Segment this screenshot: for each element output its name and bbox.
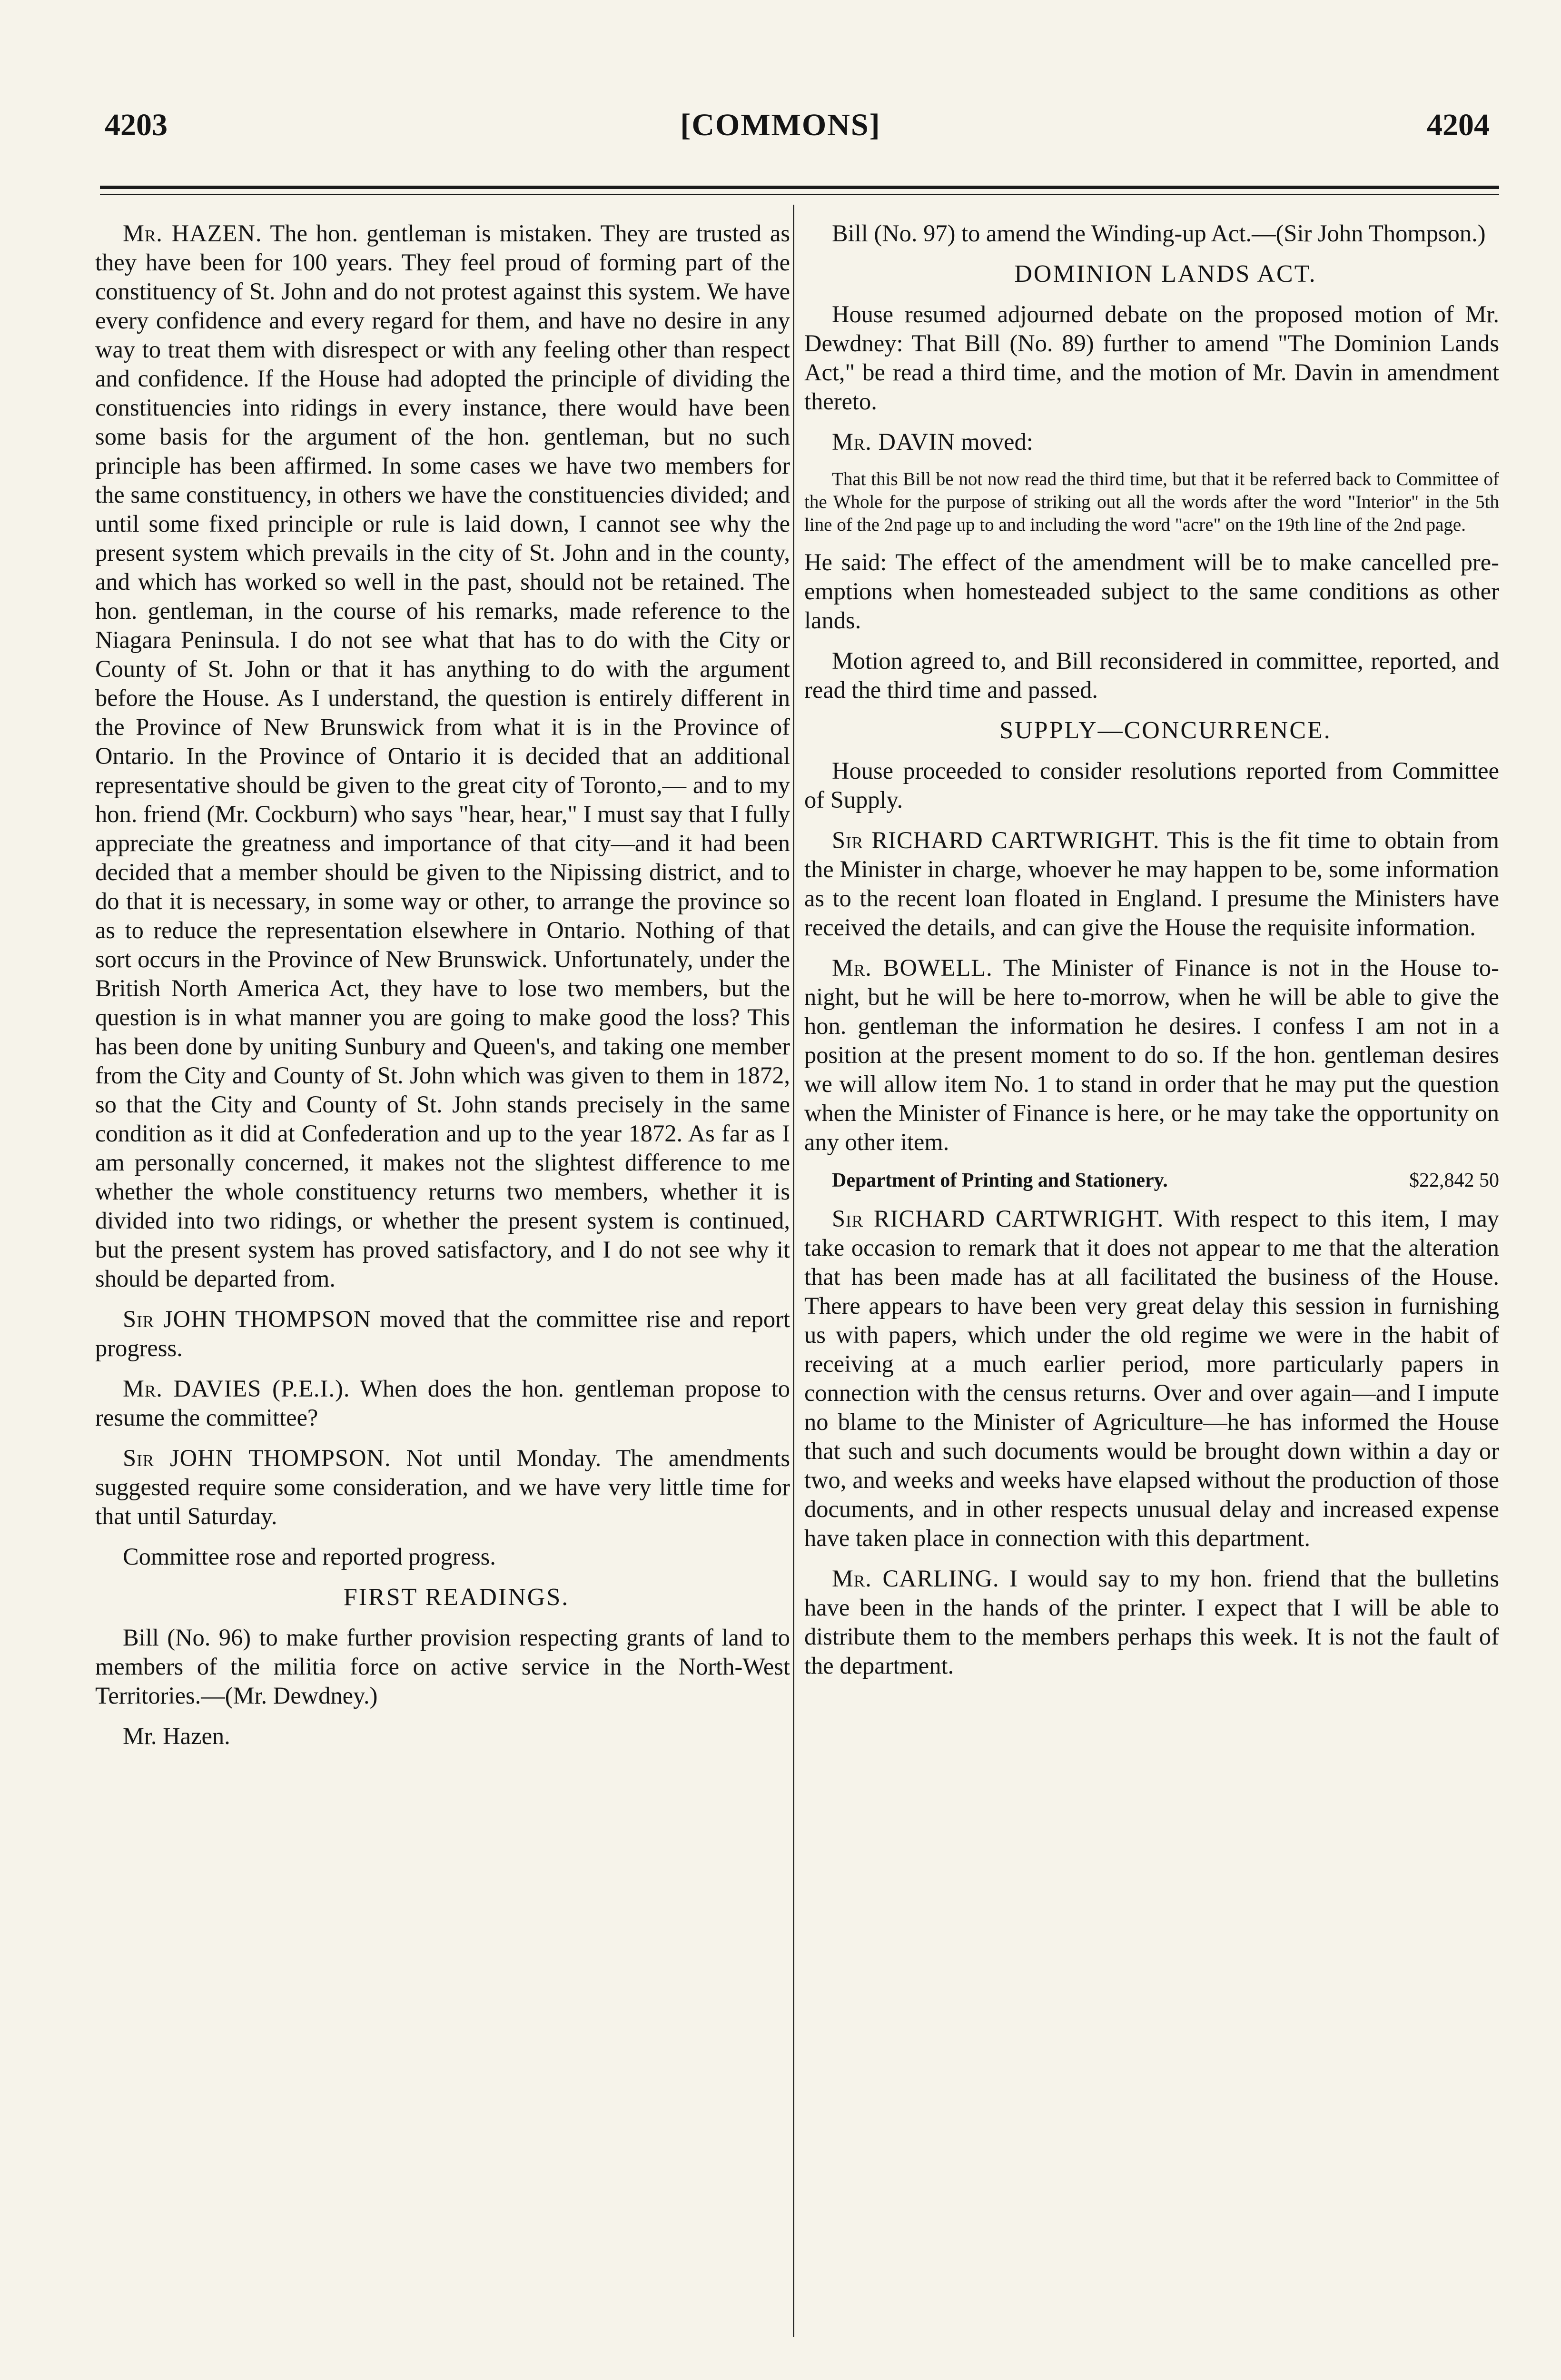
speech-text: This is the fit time to obtain from the Minister in charge, whoever he may happen to be, some information as to the recent loan floated in England. I presume the Ministers have received the details, and can give the House the requisite information. [804,827,1499,941]
paragraph: House proceeded to consider resolutions reported from Committee of Supply. [804,757,1499,813]
supply-item-amount: $22,842 50 [1409,1170,1499,1191]
paragraph [95,219,790,1293]
speech-text: moved: [961,428,1033,455]
supply-item [804,1168,1499,1193]
paragraph: House resumed adjourned debate on the proposed motion of Mr. Dewdney: That Bill (No. 89) further to amend "The Dominion Lands Act," be read a third time, and the motion of Mr. Davin in amendment thereto. [804,301,1499,415]
paragraph [95,1374,790,1432]
speaker-name: Sir RICHARD CARTWRIGHT. [832,827,1160,853]
paragraph [804,953,1499,1157]
speech-text: The Minister of Finance is not in the House to-night, but he will be here to-morrow, when he will be able to give the hon. gentleman the information he desires. I confess I am not in a position at the present moment to do so. If the hon. gentleman desires we will allow item No. 1 to stand in order that he may put the question when the Minister of Finance is here, or he may take the opportunity on any other item. [804,954,1499,1155]
speaker-name: Mr. HAZEN. [123,220,262,247]
speaker-name: Mr. DAVIES (P.E.I.). [123,1375,350,1402]
left-column [95,219,790,1762]
speech-text: With respect to this item, I may take occasion to remark that it does not appear to me that the alteration that has been made has at all facilitated the business of the House. There appears to have been very great delay this session in furnishing us with papers, which under the old regime we were in the habit of receiving at a much earlier period, more particularly papers in connection with the census returns. Over and over again—and I impute no blame to the Minister of Agriculture—he has informed the House that such and such documents would be brought down within a day or two, and weeks and weeks have elapsed without the production of those documents, and in other respects unusual delay and increased expense have taken place in connection with this department. [804,1205,1499,1551]
section-heading-supply: SUPPLY—CONCURRENCE. [999,717,1332,744]
bill-entry: Bill (No. 96) to make further provision respecting grants of land to members of the militia force on active service in the North-West Territories.—(Mr. Dewdney.) [95,1624,790,1709]
speaker-name: Mr. CARLING. [832,1565,999,1592]
section-heading-dominion-lands: DOMINION LANDS ACT. [1014,260,1317,288]
speaker-name: Sir RICHARD CARTWRIGHT. [832,1205,1164,1232]
speaker-name: Mr. BOWELL. [832,954,993,981]
paragraph [804,826,1499,942]
paragraph: He said: The effect of the amendment will be to make cancelled pre-emptions when homesteaded subject to the same conditions as other lands. [804,549,1499,634]
paragraph [95,1444,790,1531]
speaker-name: Sir JOHN THOMPSON. [123,1445,391,1471]
column-divider [793,205,794,2337]
speech-text: When does the hon. gentleman propose to resume the committee? [95,1375,790,1431]
speech-text: moved that the committee rise and report progress. [95,1306,790,1361]
header-rule-thick [100,186,1499,189]
speech-text: Not until Monday. The amendments suggested require some consideration, and we have very little time for that until Saturday. [95,1445,790,1529]
paragraph [95,1305,790,1363]
header-rule-thin [100,194,1499,195]
running-title: [COMMONS] [680,108,881,142]
paragraph [804,427,1499,456]
paragraph: Motion agreed to, and Bill reconsidered in committee, reported, and read the third time and passed. [804,647,1499,703]
right-column [804,219,1499,1692]
speaker-name: Sir JOHN THOMPSON [123,1306,371,1332]
procedural-note: Committee rose and reported progress. [123,1543,496,1570]
motion-text: That this Bill be not now read the third time, but that it be referred back to Committee of the Whole for the purpose of striking out all the words after the word "Interior" in the 5th line of the 2nd page up to and including the word "acre" on the 19th line of the 2nd page. [804,469,1499,535]
column-signature: Mr. Hazen. [123,1723,230,1749]
supply-item-label: Department of Printing and Stationery. [832,1170,1168,1191]
left-page-number: 4203 [105,108,168,142]
speech-text: The hon. gentleman is mistaken. They are trusted as they have been for 100 years. They feel proud of forming part of the constituency of St. John and do not protest against this system. We have every confidence and every regard for them, and have no desire in any way to treat them with disrespect or with any feeling other than respect and confidence. If the House had adopted the principle of dividing the constituencies into ridings in every instance, there would have been some basis for the argument of the hon. gentleman, but no such principle has been affirmed. In some cases we have two members for the same constituency, in others we have the constituencies divided; and until some fixed principle or rule is laid down, I cannot see why the present system which prevails in the city of St. John and in the county, and which has worked so well in the past, should not be retained. The hon. gentleman, in the course of his remarks, made reference to the Niagara Peninsula. I do not see what that has to do with the City or County of St. John or that it has anything to do with the argument before the House. As I understand, the question is entirely different in the Province of New Brunswick from what it is in the Province of Ontario. In the Province of Ontario it is decided that an additional representative should be given to the great city of Toronto,— and to my hon. friend (Mr. Cockburn) who says "hear, hear," I must say that I fully appreciate the greatness and importance of that city—and it had been decided that a member should be given to the Nipissing district, and to do that it is necessary, in some way or other, to arrange the province so as to reduce the representation elsewhere in Ontario. Nothing of that sort occurs in the Province of New Brunswick. Unfortunately, under the British North America Act, they have to lose two members, but the question is in what manner you are going to make good the loss? This has been done by uniting Sunbury and Queen's, and taking one member from the City and County of St. John which was given to them in 1872, so that the City and County of St. John stands precisely in the same condition as it did at Confederation and up to the year 1872. As far as I am personally concerned, it makes not the slightest difference to me whether the whole constituency returns two members, whether it is divided into two ridings, or whether the present system is continued, but the present system has proved satisfactory, and I do not see why it should be departed from. [95,220,790,1292]
right-page-number: 4204 [1427,108,1490,142]
paragraph [804,1564,1499,1680]
section-heading-first-readings: FIRST READINGS. [343,1584,570,1611]
speaker-name: Mr. DAVIN [832,428,955,455]
paragraph [804,1204,1499,1553]
speech-text: I would say to my hon. friend that the bulletins have been in the hands of the printer. I expect that I will be able to distribute them to the members perhaps this week. It is not the fault of the department. [804,1565,1500,1679]
bill-entry: Bill (No. 97) to amend the Winding-up Act.—(Sir John Thompson.) [832,220,1486,247]
